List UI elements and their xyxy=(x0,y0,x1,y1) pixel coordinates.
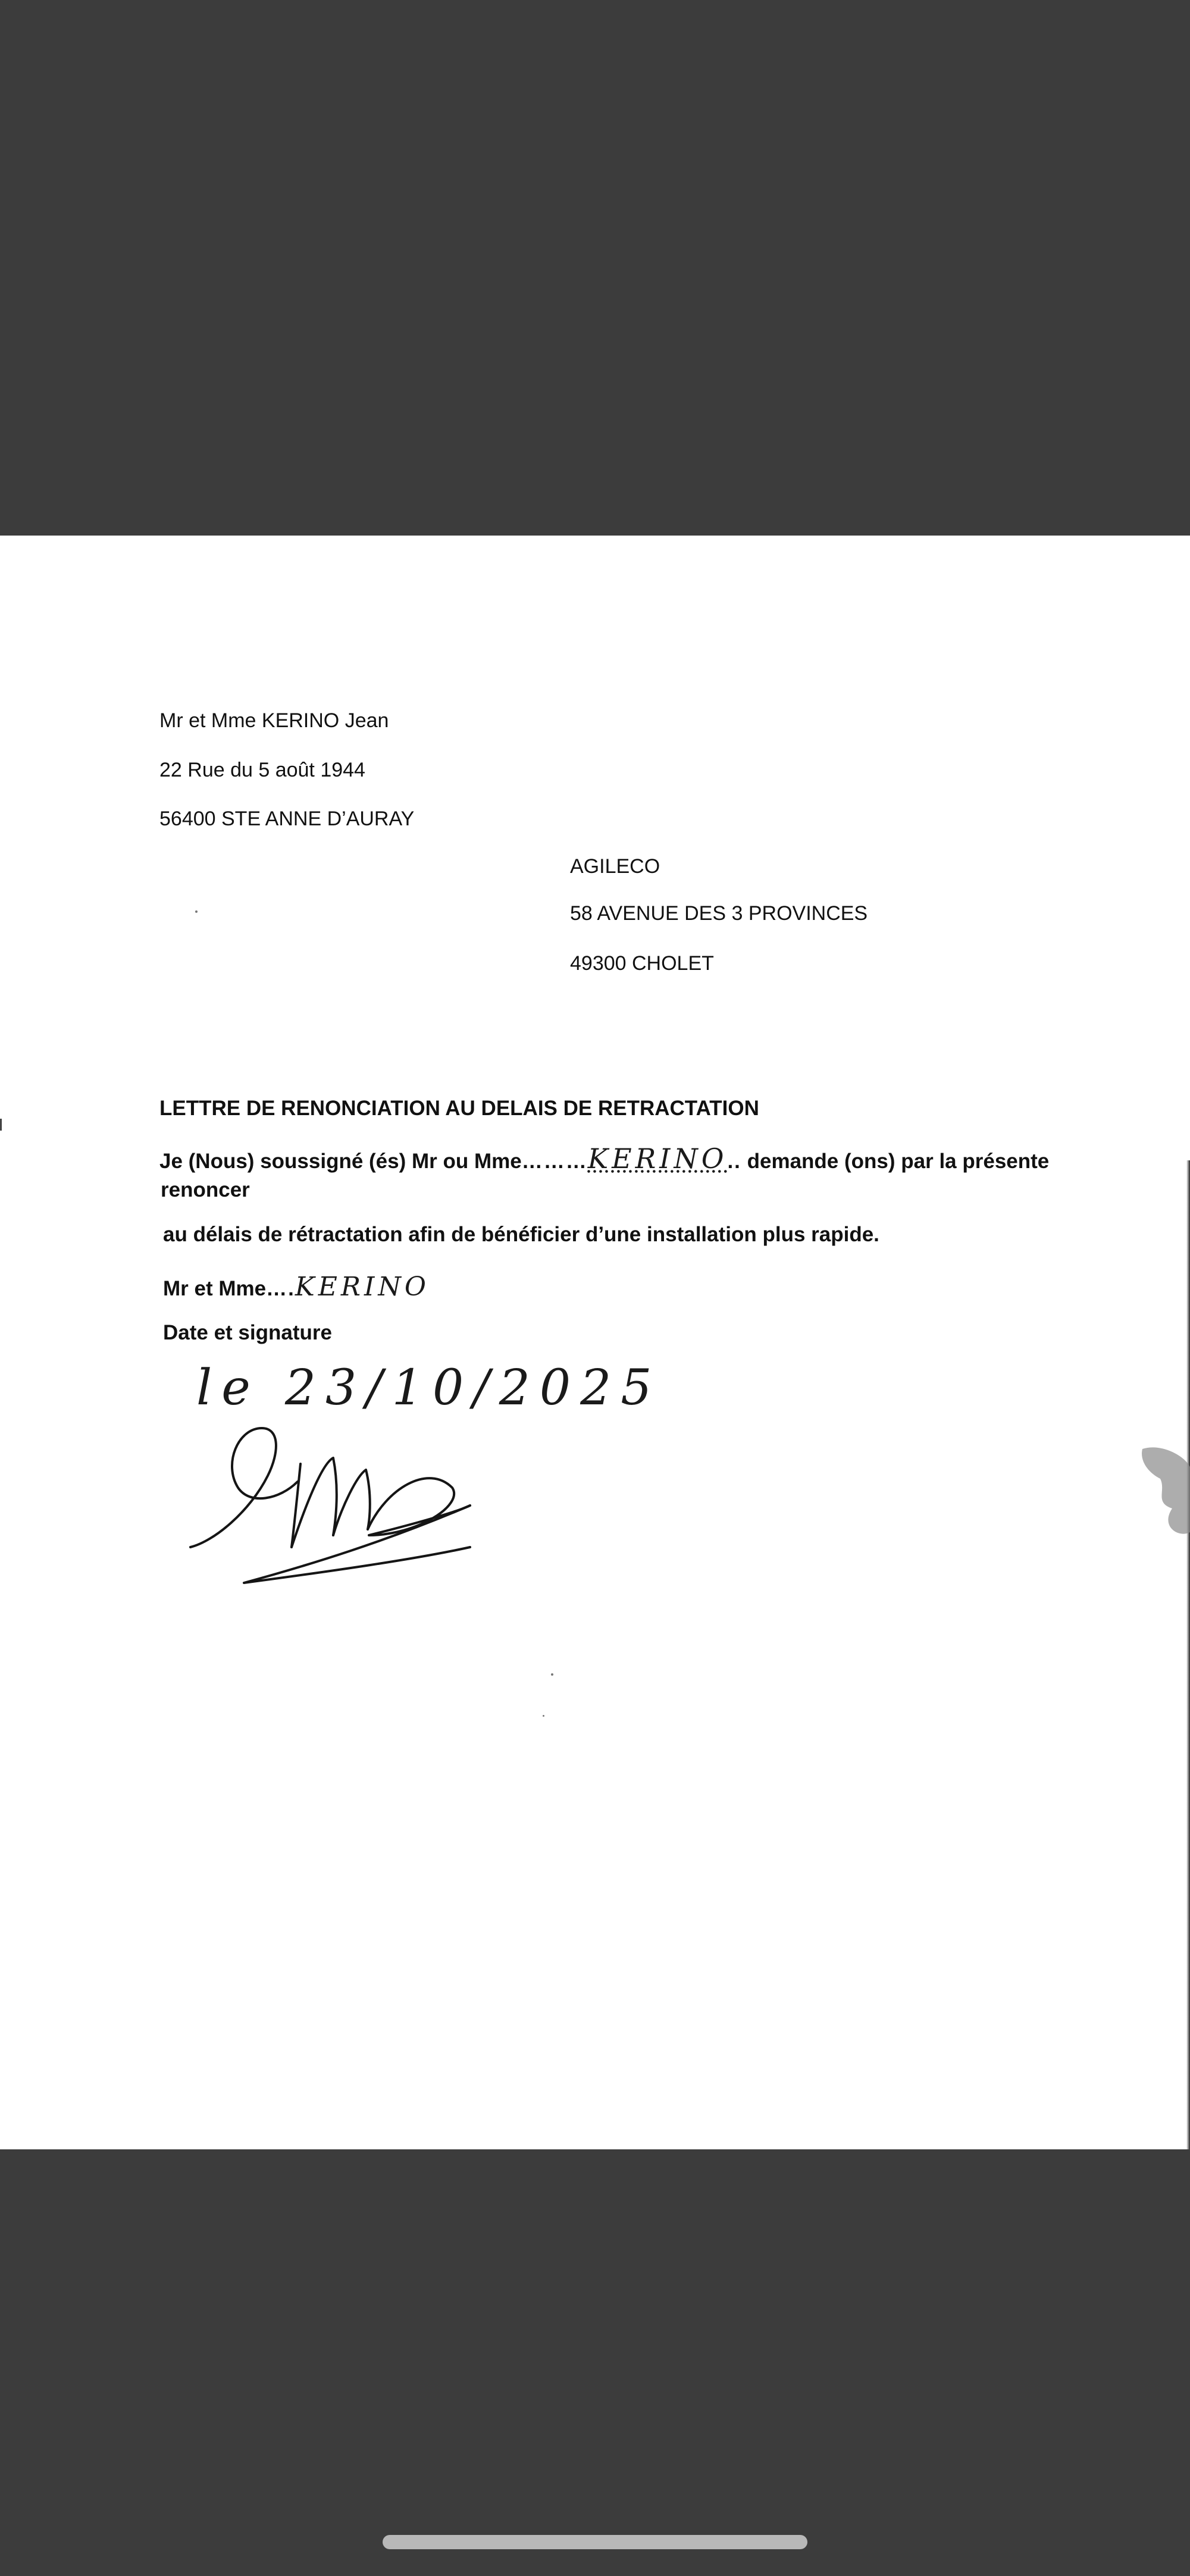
sender-name: Mr et Mme KERINO Jean xyxy=(159,709,389,732)
scan-edge-right xyxy=(1186,1160,1190,2149)
scanned-letter-page xyxy=(0,536,1190,2149)
letter-line-3: au délais de rétractation afin de bénéficier d’une installation plus rapide. xyxy=(163,1223,879,1246)
line1-suffix: demande (ons) par la présente xyxy=(741,1150,1050,1173)
line1-prefix: Je (Nous) soussigné (és) Mr ou Mme xyxy=(159,1150,522,1173)
line1-handwritten-name: KERINO xyxy=(587,1143,728,1175)
line1-dots-before: ……… xyxy=(521,1150,588,1173)
handwritten-date: le 23/10/2025 xyxy=(196,1360,662,1416)
letter-line-4 xyxy=(163,1272,430,1302)
line4-handwritten-name: KERINO xyxy=(295,1272,430,1302)
letter-line-1 xyxy=(159,1143,1049,1175)
recipient-city: 49300 CHOLET xyxy=(570,952,714,975)
letter-line-2: renoncer xyxy=(161,1178,250,1201)
line4-dots: …. xyxy=(266,1277,295,1300)
line1-dots-after: .. xyxy=(727,1150,741,1173)
scan-edge-left xyxy=(0,1119,2,1131)
recipient-company: AGILECO xyxy=(570,855,660,878)
sender-city: 56400 STE ANNE D’AURAY xyxy=(159,807,415,830)
letter-title: LETTRE DE RENONCIATION AU DELAIS DE RETRACTATION xyxy=(159,1097,759,1120)
scan-speck xyxy=(195,910,198,913)
scan-speck xyxy=(551,1673,553,1676)
recipient-street: 58 AVENUE DES 3 PROVINCES xyxy=(570,902,868,925)
sender-street: 22 Rue du 5 août 1944 xyxy=(159,759,365,781)
scan-speck xyxy=(543,1715,544,1717)
date-signature-label: Date et signature xyxy=(163,1321,332,1344)
viewer-bottom-background xyxy=(0,2149,1190,2576)
line4-prefix: Mr et Mme xyxy=(163,1277,267,1300)
home-indicator-bar[interactable] xyxy=(383,2535,807,2549)
scan-smudge xyxy=(1136,1443,1190,1538)
viewer-top-background xyxy=(0,0,1190,536)
